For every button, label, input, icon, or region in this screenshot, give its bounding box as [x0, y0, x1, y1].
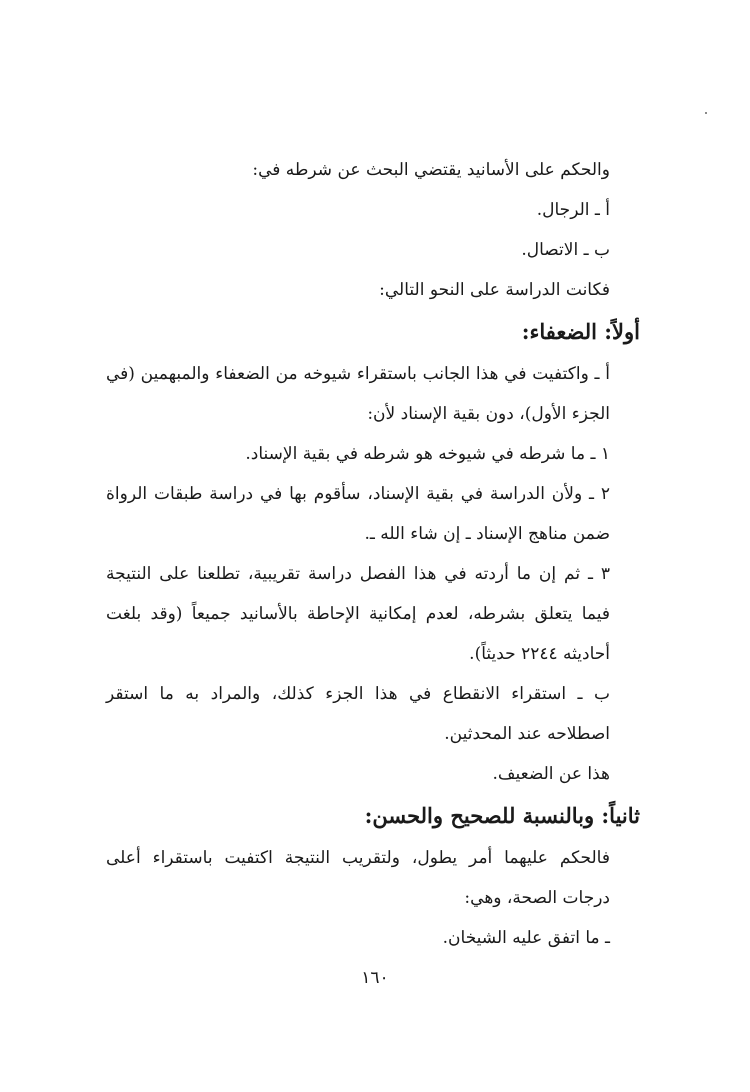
sahih-item: ـ ما اتفق عليه الشيخان.	[442, 928, 610, 948]
list-item-a: أ ـ الرجال.	[536, 200, 610, 220]
closing-line: هذا عن الضعيف.	[492, 764, 610, 784]
paragraph-sahih: فالحكم عليهما أمر يطول، ولتقريب النتيجة اكتفيت باستقراء أعلى درجات الصحة، وهي:	[106, 848, 610, 908]
section-heading-sahih: ثانياً: وبالنسبة للصحيح والحسن:	[364, 803, 640, 828]
paragraph-a: أ ـ واكتفيت في هذا الجانب باستقراء شيوخه من الضعفاء والمبهمين (في الجزء الأول)، دون بقية الإسناد لأن:	[106, 364, 610, 424]
transition-line: فكانت الدراسة على النحو التالي:	[379, 280, 610, 300]
page-number: ١٦٠	[361, 968, 389, 988]
numbered-item-2: ٢ ـ ولأن الدراسة في بقية الإسناد، سأقوم بها في دراسة طبقات الرواة ضمن مناهج الإسناد ـ إن شاء الله ـ.	[106, 484, 610, 544]
section-heading-weak: أولاً: الضعفاء:	[521, 319, 640, 344]
list-item-b: ب ـ الاتصال.	[521, 240, 610, 260]
document-body	[106, 150, 640, 958]
scan-speck	[705, 112, 707, 114]
numbered-item-1: ١ ـ ما شرطه في شيوخه هو شرطه في بقية الإسناد.	[245, 444, 610, 464]
paragraph-b: ب ـ استقراء الانقطاع في هذا الجزء كذلك، والمراد به ما استقر اصطلاحه عند المحدثين.	[106, 684, 610, 744]
intro-line: والحكم على الأسانيد يقتضي البحث عن شرطه في:	[252, 160, 610, 180]
numbered-item-3: ٣ ـ ثم إن ما أردته في هذا الفصل دراسة تقريبية، تطلعنا على النتيجة فيما يتعلق بشرطه، لعدم إمكانية الإحاطة بالأسانيد جميعاً (وقد بلغت أحاديثه ٢٢٤٤ حديثاً).	[106, 564, 610, 664]
